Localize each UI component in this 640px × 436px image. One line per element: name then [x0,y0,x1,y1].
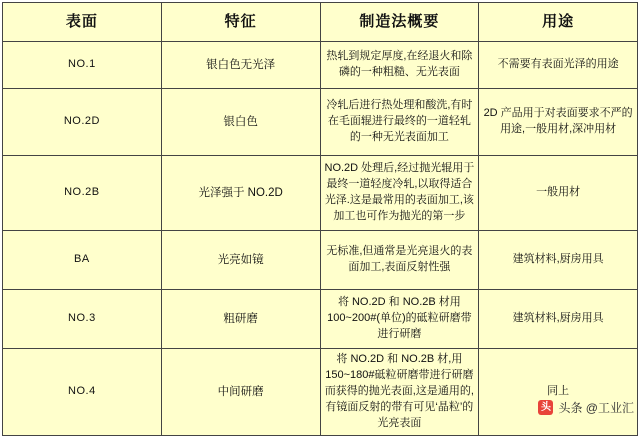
cell-surface-name: NO.2D [3,89,162,156]
cell-method: 冷轧后进行热处理和酸洗,有时在毛面辊进行最终的一道轻轧的一种无光表面加工 [320,89,479,156]
source-watermark [538,399,634,416]
table-row [3,156,638,231]
cell-feature: 粗研磨 [161,290,320,349]
cell-feature: 光亮如镜 [161,231,320,290]
cell-method: 热轧到规定厚度,在经退火和除磷的一种粗糙、无光表面 [320,42,479,89]
cell-surface-name: NO.2B [3,156,162,231]
cell-feature: 银白色无光泽 [161,42,320,89]
table-row [3,349,638,436]
cell-surface-name: BA [3,231,162,290]
table-row [3,231,638,290]
column-header-feature: 特征 [161,3,320,42]
column-header-use: 用途 [479,3,638,42]
cell-use: 建筑材料,厨房用具 [479,231,638,290]
cell-use: 一般用材 [479,156,638,231]
cell-surface-name: NO.3 [3,290,162,349]
toutiao-logo-icon: 头 [538,400,553,415]
table-row [3,89,638,156]
cell-feature: 光泽强于 NO.2D [161,156,320,231]
cell-method: 将 NO.2D 和 NO.2B 材,用 150~180#砥粒研磨带进行研磨而获得的抛光表面,这是通用的,有镜面反射的带有可见‘晶粒’的光亮表面 [320,349,479,436]
document-page [0,2,640,429]
cell-use: 建筑材料,厨房用具 [479,290,638,349]
cell-use: 同上 [479,349,638,436]
table-row [3,42,638,89]
cell-feature: 中间研磨 [161,349,320,436]
cell-surface-name: NO.4 [3,349,162,436]
surface-finish-table [2,2,638,436]
source-watermark-text: 头条 @工业汇 [558,401,634,415]
cell-method: 将 NO.2D 和 NO.2B 材用 100~200#(单位)的砥粒研磨带进行研磨 [320,290,479,349]
table-body [3,42,638,436]
table-header-row [3,3,638,42]
cell-surface-name: NO.1 [3,42,162,89]
column-header-surface: 表面 [3,3,162,42]
cell-use: 不需要有表面光泽的用途 [479,42,638,89]
cell-use: 2D 产品用于对表面要求不严的用途,一般用材,深冲用材 [479,89,638,156]
table-header [3,3,638,42]
cell-method: NO.2D 处理后,经过抛光辊用于最终一道轻度冷轧,以取得适合光泽.这是最常用的表面加工,该加工也可作为抛光的第一步 [320,156,479,231]
cell-feature: 银白色 [161,89,320,156]
column-header-method: 制造法概要 [320,3,479,42]
cell-method: 无标准,但通常是光亮退火的表面加工,表面反射性强 [320,231,479,290]
table-row [3,290,638,349]
